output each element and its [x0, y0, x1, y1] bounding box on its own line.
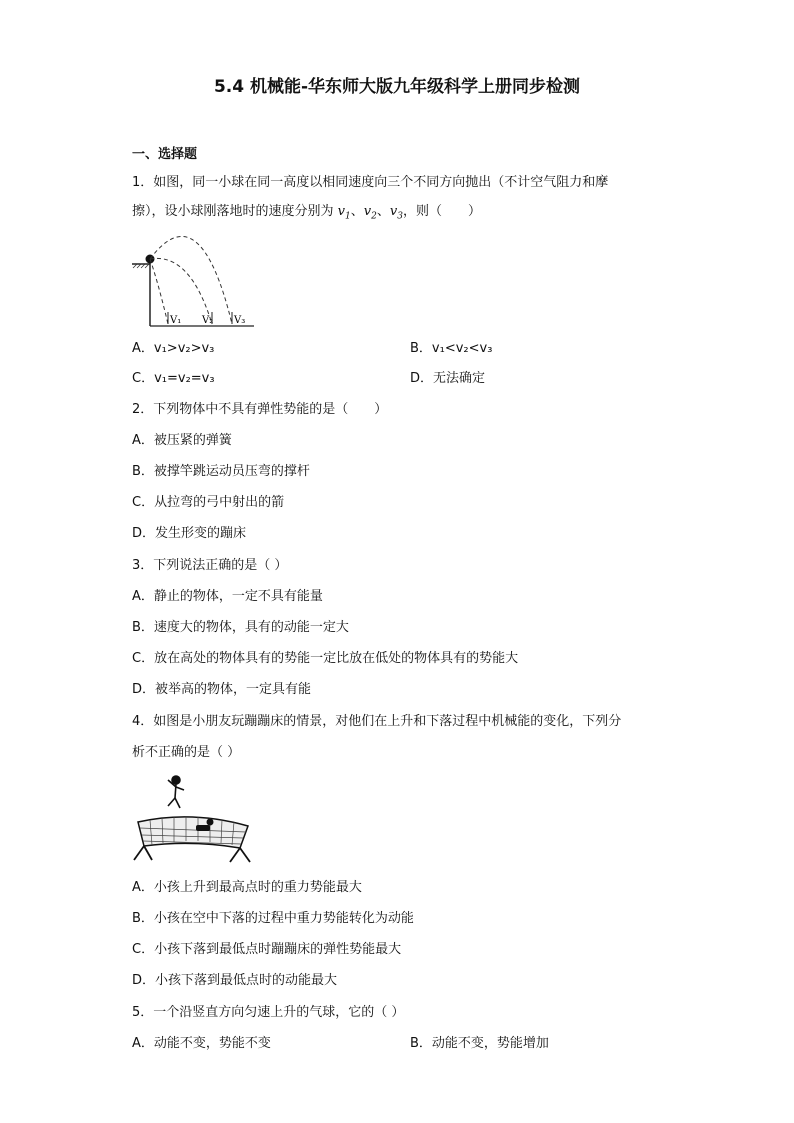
q3-option-a: A．静止的物体，一定不具有能量 — [132, 589, 323, 604]
q1-option-c: C．v₁=v₂=v₃ — [132, 371, 215, 386]
q4-option-d: D．小孩下落到最低点时的动能最大 — [132, 973, 338, 988]
q2-option-a: A．被压紧的弹簧 — [132, 433, 232, 448]
q1-projectile-figure — [130, 222, 260, 332]
q4-stem-line1: 4．如图是小朋友玩蹦蹦床的情景，对他们在上升和下落过程中机械能的变化，下列分 — [132, 714, 622, 729]
q1-stem-line1: 1．如图，同一小球在同一高度以相同速度向三个不同方向抛出（不计空气阻力和摩 — [132, 175, 609, 190]
q1-sep1: 、 — [350, 204, 364, 219]
q4-option-b: B．小孩在空中下落的过程中重力势能转化为动能 — [132, 911, 414, 926]
q1-stem-text: 擦），设小球刚落地时的速度分别为 — [132, 204, 338, 219]
q3-stem: 3．下列说法正确的是（ ） — [132, 558, 288, 573]
page-title: 5.4 机械能-华东师大版九年级科学上册同步检测 — [213, 77, 581, 97]
child-jumping-icon — [168, 776, 184, 808]
q1-v2: $v_2$ — [363, 204, 377, 222]
q3-option-d: D．被举高的物体，一定具有能 — [132, 682, 312, 697]
q1-option-d: D．无法确定 — [410, 371, 486, 386]
q2-stem: 2．下列物体中不具有弹性势能的是（ ） — [132, 402, 388, 417]
q1-stem-end: ，则（ ） — [402, 204, 481, 219]
q1-v1: $v_1$ — [337, 204, 351, 222]
q4-option-c: C．小孩下落到最低点时蹦蹦床的弹性势能最大 — [132, 942, 402, 957]
q1-v3: $v_3$ — [389, 204, 403, 222]
q1-sep2: 、 — [376, 204, 390, 219]
q5-stem: 5．一个沿竖直方向匀速上升的气球，它的（ ） — [132, 1005, 405, 1020]
q3-option-b: B．速度大的物体，具有的动能一定大 — [132, 620, 349, 635]
q5-option-b: B．动能不变，势能增加 — [410, 1036, 549, 1051]
section-heading: 一、选择题 — [132, 147, 198, 162]
q1-option-a: A．v₁>v₂>v₃ — [132, 341, 215, 356]
q4-stem-line2: 析不正确的是（ ） — [132, 745, 241, 760]
fig-label-v3: V₃ — [234, 315, 246, 326]
q4-trampoline-figure — [130, 770, 255, 865]
q4-option-a: A．小孩上升到最高点时的重力势能最大 — [132, 880, 362, 895]
q3-option-c: C．放在高处的物体具有的势能一定比放在低处的物体具有的势能大 — [132, 651, 519, 666]
q2-option-c: C．从拉弯的弓中射出的箭 — [132, 495, 285, 510]
fig-label-v1: V₁ — [170, 315, 182, 326]
q1-option-b: B．v₁<v₂<v₃ — [410, 341, 493, 356]
fig-label-v2: V₂ — [202, 315, 214, 326]
q5-option-a: A．动能不变，势能不变 — [132, 1036, 271, 1051]
q2-option-b: B．被撑竿跳运动员压弯的撑杆 — [132, 464, 310, 479]
q2-option-d: D．发生形变的蹦床 — [132, 526, 247, 541]
